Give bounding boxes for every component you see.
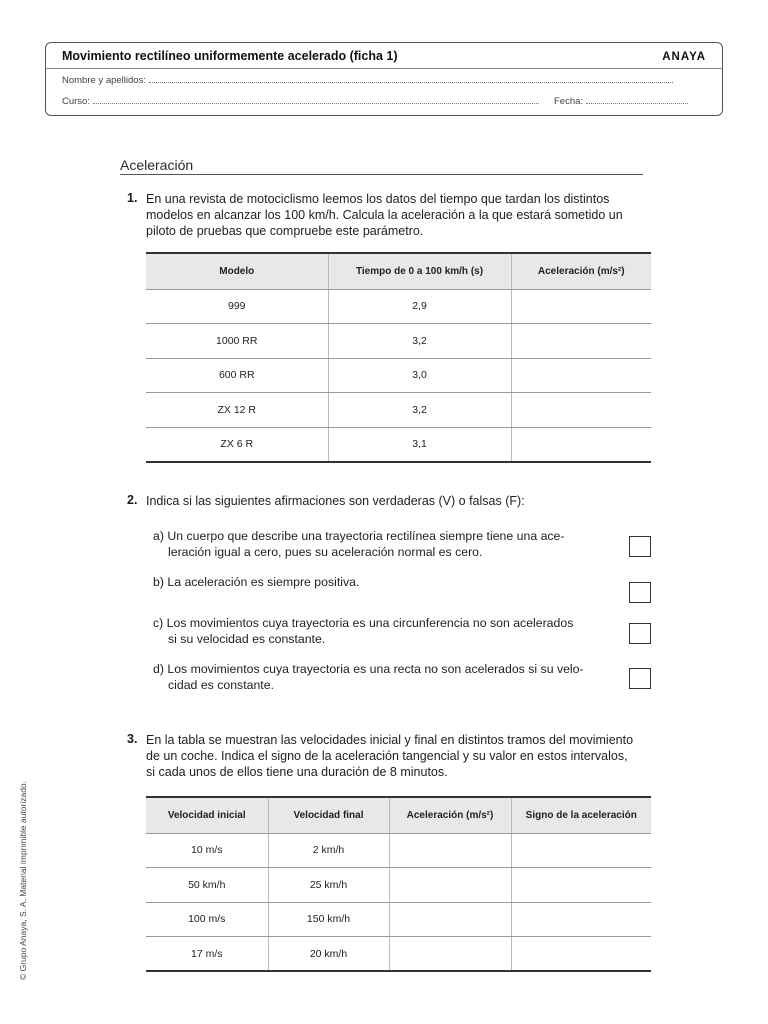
table-row [146,427,651,462]
table-cell: 1000 RR [146,324,328,359]
course-line[interactable] [93,95,539,104]
name-field[interactable] [62,74,673,86]
answer-box-a[interactable] [629,536,651,557]
table-cell: 17 m/s [146,937,268,972]
statement-line: cidad es constante. [168,678,274,692]
statement-a [153,528,593,560]
question-1-line: modelos en alcanzar los 100 km/h. Calcula la aceleración a la que estará sometido un [146,208,623,222]
velocity-table [146,796,651,972]
question-1-line: piloto de pruebas que compruebe este parámetro. [146,224,424,238]
motorcycle-table [146,252,651,463]
statement-line: si su velocidad es constante. [168,632,326,646]
copyright-notice: © Grupo Anaya, S. A. Material imprimible autorizado. [18,780,28,980]
table-cell: 3,1 [328,427,511,462]
question-3-text [146,732,633,780]
column-header: Velocidad final [268,797,389,833]
column-header: Signo de la aceleración [511,797,651,833]
question-2-text: Indica si las siguientes afirmaciones son verdaderas (V) o falsas (F): [146,494,525,508]
table-header-row [146,253,651,289]
table-cell: 50 km/h [146,868,268,903]
name-label: Nombre y apellidos: [62,75,146,86]
statement-line: a) Un cuerpo que describe una trayectoria rectilínea siempre tiene una ace- [153,529,565,543]
table-cell: 2 km/h [268,833,389,868]
date-line[interactable] [586,95,688,104]
course-field[interactable] [62,95,539,107]
question-3-number: 3. [127,732,138,746]
table-cell: 600 RR [146,358,328,393]
brand-logo: ANAYA [662,51,706,63]
statement-b [153,574,593,590]
answer-cell[interactable] [389,833,511,868]
table-cell: 25 km/h [268,868,389,903]
answer-cell[interactable] [511,902,651,937]
table-cell: 3,2 [328,393,511,428]
statement-line: d) Los movimientos cuya trayectoria es una recta no son acelerados si su velo- [153,662,584,676]
answer-cell[interactable] [511,868,651,903]
question-1-text [146,191,623,239]
header-divider [46,68,722,69]
statement-line: c) Los movimientos cuya trayectoria es una circunferencia no son acelerados [153,616,574,630]
column-header: Modelo [146,253,328,289]
question-1-number: 1. [127,191,138,205]
answer-cell[interactable] [511,358,651,393]
table-cell: 150 km/h [268,902,389,937]
worksheet-header [45,42,723,116]
table-row [146,833,651,868]
table-cell: ZX 12 R [146,393,328,428]
table-header-row [146,797,651,833]
question-3-line: si cada unos de ellos tiene una duración de 8 minutos. [146,765,448,779]
answer-cell[interactable] [389,868,511,903]
column-header: Velocidad inicial [146,797,268,833]
answer-cell[interactable] [511,937,651,972]
statement-d [153,661,593,693]
date-label: Fecha: [554,96,584,107]
statement-c [153,615,593,647]
answer-box-c[interactable] [629,623,651,644]
section-title: Aceleración [120,157,643,175]
name-line[interactable] [149,74,673,83]
question-2-number: 2. [127,493,138,507]
table-cell: 3,2 [328,324,511,359]
table-row [146,324,651,359]
column-header: Aceleración (m/s²) [389,797,511,833]
worksheet-title: Movimiento rectilíneo uniformemente acelerado (ficha 1) [62,49,398,63]
answer-cell[interactable] [511,324,651,359]
table-row [146,937,651,972]
question-1-line: En una revista de motociclismo leemos los datos del tiempo que tardan los distintos [146,192,610,206]
column-header: Tiempo de 0 a 100 km/h (s) [328,253,511,289]
answer-cell[interactable] [511,393,651,428]
statement-line: leración igual a cero, pues su aceleración normal es cero. [168,545,483,559]
table-cell: 20 km/h [268,937,389,972]
date-field[interactable] [554,95,688,107]
table-cell: 10 m/s [146,833,268,868]
table-cell: ZX 6 R [146,427,328,462]
table-cell: 100 m/s [146,902,268,937]
question-3-line: de un coche. Indica el signo de la aceleración tangencial y su valor en estos intervalos, [146,749,628,763]
table-cell: 2,9 [328,289,511,324]
column-header: Aceleración (m/s²) [511,253,651,289]
question-3-line: En la tabla se muestran las velocidades inicial y final en distintos tramos del movimiento [146,733,634,747]
answer-cell[interactable] [511,289,651,324]
table-row [146,868,651,903]
course-label: Curso: [62,96,90,107]
statement-line: b) La aceleración es siempre positiva. [153,575,360,589]
table-row [146,358,651,393]
answer-cell[interactable] [511,427,651,462]
answer-cell[interactable] [389,902,511,937]
answer-cell[interactable] [511,833,651,868]
answer-box-b[interactable] [629,582,651,603]
table-row [146,393,651,428]
answer-cell[interactable] [389,937,511,972]
answer-box-d[interactable] [629,668,651,689]
table-row [146,902,651,937]
table-cell: 999 [146,289,328,324]
table-cell: 3,0 [328,358,511,393]
table-row [146,289,651,324]
